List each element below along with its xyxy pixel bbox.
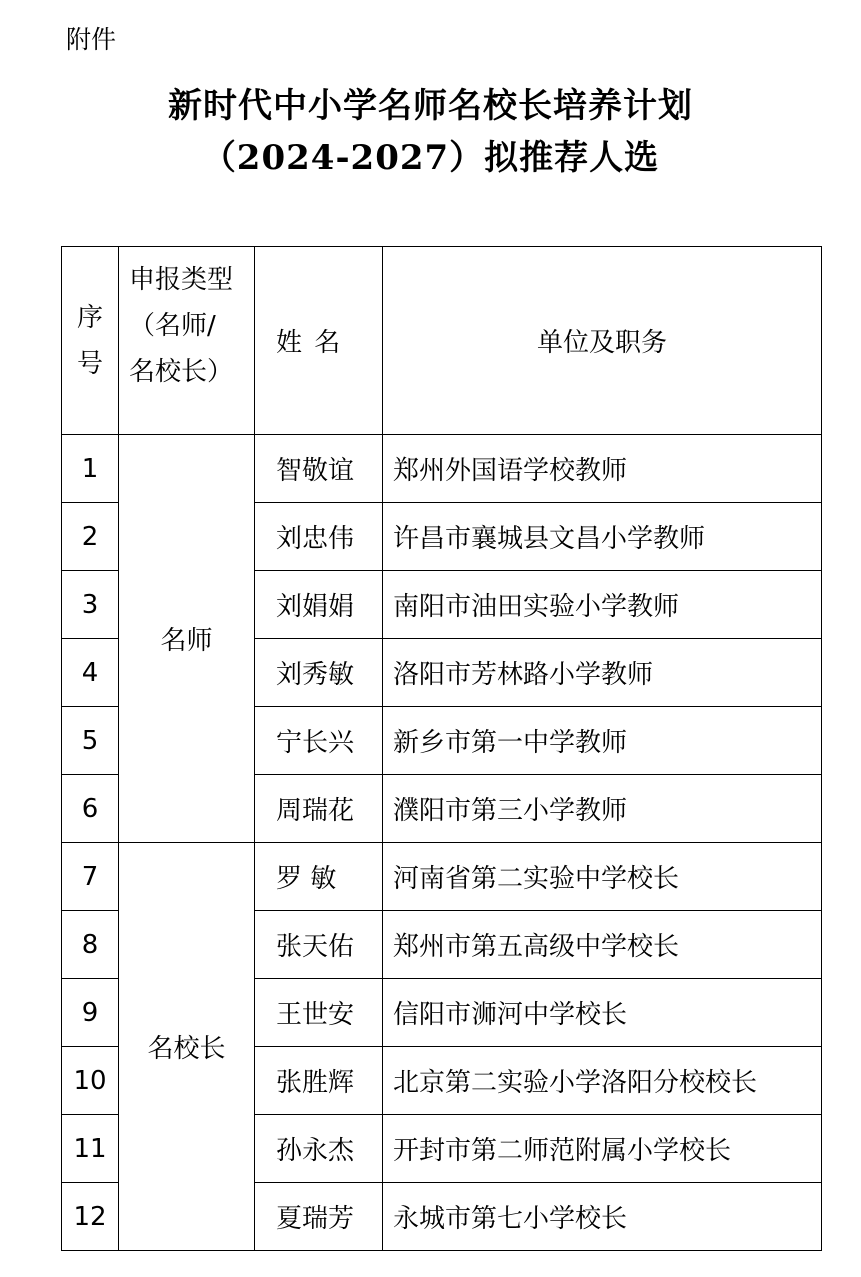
row-seq: 8 xyxy=(62,911,119,979)
row-name: 张天佑 xyxy=(255,911,383,979)
header-seq xyxy=(62,247,119,435)
row-name: 周瑞花 xyxy=(255,775,383,843)
row-name: 张胜辉 xyxy=(255,1047,383,1115)
table-header-row xyxy=(62,247,822,435)
row-seq: 4 xyxy=(62,639,119,707)
row-name: 智敬谊 xyxy=(255,435,383,503)
header-type xyxy=(119,247,255,435)
row-name: 王世安 xyxy=(255,979,383,1047)
group-teacher: 名师 xyxy=(119,435,255,843)
row-seq: 11 xyxy=(62,1115,119,1183)
row-name: 夏瑞芳 xyxy=(255,1183,383,1251)
row-name: 刘娟娟 xyxy=(255,571,383,639)
document-subtitle: （2024-2027）拟推荐人选 xyxy=(201,138,660,178)
row-unit: 河南省第二实验中学校长 xyxy=(383,843,822,911)
row-seq: 3 xyxy=(62,571,119,639)
row-seq: 10 xyxy=(62,1047,119,1115)
row-seq: 2 xyxy=(62,503,119,571)
header-seq-line2: 号 xyxy=(76,348,103,379)
row-name: 罗 敏 xyxy=(255,843,383,911)
row-unit: 洛阳市芳林路小学教师 xyxy=(383,639,822,707)
group-principal: 名校长 xyxy=(119,843,255,1251)
row-unit: 新乡市第一中学教师 xyxy=(383,707,822,775)
table-row xyxy=(62,843,822,911)
row-unit: 郑州市第五高级中学校长 xyxy=(383,911,822,979)
row-unit: 信阳市浉河中学校长 xyxy=(383,979,822,1047)
row-name: 孙永杰 xyxy=(255,1115,383,1183)
row-unit: 濮阳市第三小学教师 xyxy=(383,775,822,843)
row-name: 刘忠伟 xyxy=(255,503,383,571)
row-seq: 7 xyxy=(62,843,119,911)
row-seq: 9 xyxy=(62,979,119,1047)
row-unit: 永城市第七小学校长 xyxy=(383,1183,822,1251)
row-seq: 6 xyxy=(62,775,119,843)
attachment-label: 附件 xyxy=(66,25,117,54)
row-name: 刘秀敏 xyxy=(255,639,383,707)
table-row xyxy=(62,435,822,503)
header-type-line3: 名校长） xyxy=(129,357,234,387)
row-unit: 许昌市襄城县文昌小学教师 xyxy=(383,503,822,571)
nominee-table xyxy=(61,246,822,1251)
header-type-line1: 申报类型 xyxy=(129,265,234,295)
header-type-line2: （名师/ xyxy=(129,311,216,341)
row-seq: 5 xyxy=(62,707,119,775)
header-unit: 单位及职务 xyxy=(383,247,822,435)
row-name: 宁长兴 xyxy=(255,707,383,775)
row-unit: 南阳市油田实验小学教师 xyxy=(383,571,822,639)
header-name: 姓 名 xyxy=(255,247,383,435)
header-seq-line1: 序 xyxy=(76,302,103,333)
row-unit: 北京第二实验小学洛阳分校校长 xyxy=(383,1047,822,1115)
document-title: 新时代中小学名师名校长培养计划 xyxy=(168,86,693,126)
row-unit: 开封市第二师范附属小学校长 xyxy=(383,1115,822,1183)
row-seq: 1 xyxy=(62,435,119,503)
row-unit: 郑州外国语学校教师 xyxy=(383,435,822,503)
row-seq: 12 xyxy=(62,1183,119,1251)
